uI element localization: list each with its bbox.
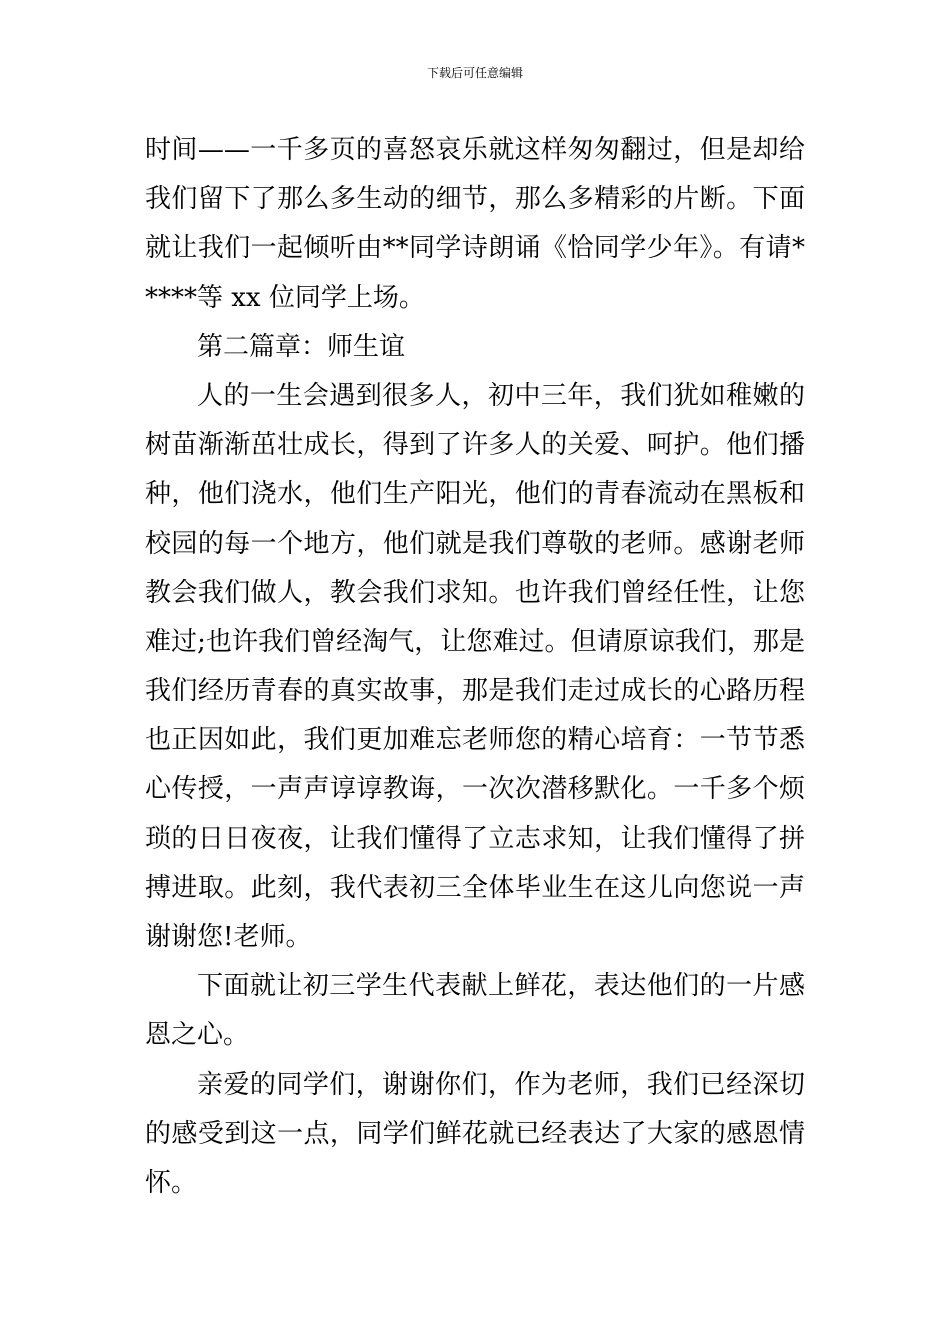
text-line: 我们经历青春的真实故事，那是我们走过成长的心路历程 (145, 676, 805, 707)
text-line: 下面就让初三学生代表献上鲜花，表达他们的一片感 (197, 971, 805, 1002)
text-line: 谢谢您!老师。 (145, 922, 312, 952)
page-header: 下载后可任意编辑 (426, 66, 523, 80)
text-line: ****等 xx 位同学上场。 (145, 282, 425, 313)
text-line: 校园的每一个地方，他们就是我们尊敬的老师。感谢老师 (145, 528, 805, 559)
text-line: 教会我们做人，教会我们求知。也许我们曾经任性，让您 (145, 577, 805, 608)
text-line: 的感受到这一点，同学们鲜花就已经表达了大家的感恩情 (145, 1118, 805, 1149)
text-line: 人的一生会遇到很多人，初中三年，我们犹如稚嫩的 (197, 380, 805, 411)
text-line: 树苗渐渐茁壮成长，得到了许多人的关爱、呵护。他们播 (145, 430, 805, 461)
text-line: 就让我们一起倾听由**同学诗朗诵《恰同学少年》。有请* (145, 233, 805, 264)
text-line: 我们留下了那么多生动的细节，那么多精彩的片断。下面 (145, 184, 805, 215)
text-line: 时间——一千多页的喜怒哀乐就这样匆匆翻过，但是却给 (145, 135, 805, 165)
text-line: 亲爱的同学们，谢谢你们，作为老师，我们已经深切 (197, 1069, 805, 1100)
text-line: 搏进取。此刻，我代表初三全体毕业生在这儿向您说一声 (145, 872, 805, 903)
text-line: 怀。 (145, 1167, 198, 1198)
text-line: 也正因如此，我们更加难忘老师您的精心培育：一节节悉 (145, 725, 805, 756)
text-line: 琐的日日夜夜，让我们懂得了立志求知，让我们懂得了拼 (145, 823, 805, 854)
document-body (145, 126, 805, 1208)
text-line: 恩之心。 (145, 1020, 250, 1051)
text-line: 种，他们浇水，他们生产阳光，他们的青春流动在黑板和 (145, 479, 805, 510)
text-line: 难过;也许我们曾经淘气，让您难过。但请原谅我们，那是 (145, 626, 805, 657)
text-line: 心传授，一声声谆谆教诲，一次次潜移默化。一千多个烦 (145, 774, 805, 805)
text-line: 第二篇章：师生谊 (197, 331, 406, 362)
